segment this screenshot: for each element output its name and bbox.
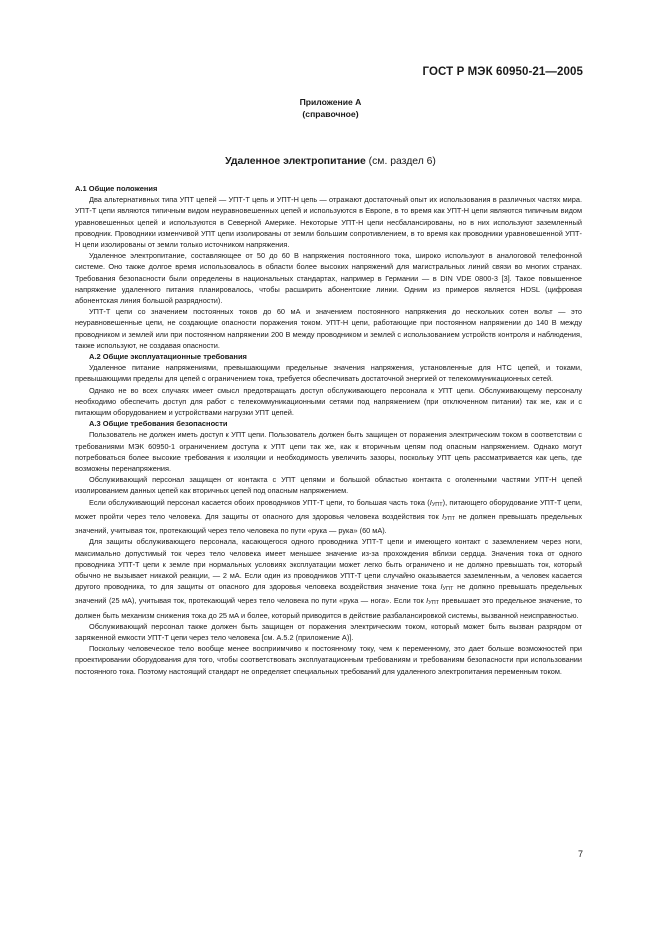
paragraph: Удаленное питание напряжениями, превышающими предельные значения напряжения, установленные для НТС цепей, и токами, превышающими пределы для цепей с ограничением тока, требуется обеспечивать достаточной энергией от телекоммуникационных сетей.	[75, 363, 582, 384]
paragraph: Если обслуживающий персонал касается обоих проводников УПТ-Т цепи, то большая часть тока (IУПТ), питающего оборудование УПТ-Т цепи, может пройти через тело человека. Для защиты от опасного для здоровья человека воздействия ток IУПТ не должен превышать предельных значений, учитывая ток, протекающий через тело человека по пути «рука — рука» (60 мА).	[75, 497, 582, 536]
paragraph: Обслуживающий персонал защищен от контакта с УПТ цепями и большой областью контакта с оголенными частями УПТ-Н цепей изолированием данных цепей как вторичных цепей под опасным напряжением.	[75, 475, 582, 496]
appendix-label: Приложение А	[299, 97, 362, 107]
annex-title-main: Удаленное электропитание	[225, 156, 366, 167]
appendix-kind: (справочное)	[302, 109, 359, 119]
paragraph: Удаленное электропитание, составляющее от 50 до 60 В напряжения постоянного тока, широко используют в аналоговой телефонной системе. Оно также долгое время использовалось в области более высоких напряжений для магистральных линий связи во многих странах. Требования безопасности были определены в национальных стандартах, например в Германии — в DIN VDE 0800-3 [3]. Такое повышенное напряжение удаленного питания планировалось, чтобы расширить абонентские линии. Одним из примеров является HDSL (цифровая абонентская линия большой разрядности).	[75, 251, 582, 306]
annex-title	[0, 156, 661, 167]
page-number: 7	[577, 849, 583, 859]
standard-header: ГОСТ Р МЭК 60950-21—2005	[422, 66, 583, 78]
section-heading: А.2 Общие эксплуатационные требования	[89, 352, 247, 362]
paragraph: УПТ-Т цепи со значением постоянных токов до 60 мА и значением постоянного напряжения до нескольких сотен вольт — это неуравновешенные цепи, не создающие опасности поражения током. УПТ-Н цепи, работающие при постоянном напряжении до 140 В между проводником и землей или при постоянном напряжении 200 В между проводником и землей с использованием устройств контроля и наблюдения, также используют, не создавая опасности.	[75, 307, 582, 350]
annex-title-ref: (см. раздел 6)	[365, 156, 436, 167]
section-heading: А.3 Общие требования безопасности	[89, 419, 228, 429]
paragraph: Два альтернативных типа УПТ цепей — УПТ-Т цепь и УПТ-Н цепь — отражают достаточный опыт их использования в различных частях мира. УПТ-Т цепи являются типичным видом неуравновешенных цепей и используются в Европе, в то время как УПТ-Н цепи являются типичным видом уравновешенных цепей и используются в Северной Америке. Некоторые УПТ-Н цепи несбалансированы, но в них используют заземленный проводник. Проводники изменчивой УПТ цепи изолированы от земли большим сопротивлением, в то время как проводники уравновешенной УПТ-Н цепи изолированы от земли только источником напряжения.	[75, 195, 582, 250]
paragraph: Для защиты обслуживающего персонала, касающегося одного проводника УПТ-Т цепи и имеющего контакт с заземлением через ноги, максимально допустимый ток через тело человека имеет меньшее значение из-за прохождения вблизи сердца. Значения тока от одного проводника УПТ-Т цепи к земле при нормальных условиях эксплуатации может легко быть ограничено и не должно превышать ток, который обычно не вызывает никакой реакции, — 2 мА. Если один из проводников УПТ-Т цепи случайно оказывается заземленным, а человек касается другого проводника, то для защиты от опасного для здоровья человека воздействия значение тока IУПТ не должно превышать предельных значений (25 мА), учитывая ток, протекающий через тело человека по пути «рука — нога». Если ток IУПТ превышает это предельное значение, то должен быть механизм снижения тока до 25 мА и более, который приводится в действие разбалансировкой системы, вызванной неисправностью.	[75, 537, 582, 620]
document-body	[75, 183, 582, 677]
paragraph: Поскольку человеческое тело вообще менее восприимчиво к постоянному току, чем к переменному, это дает больше возможностей при проектировании оборудования для того, чтобы соответствовать эксплуатационным требованиям и требованиям безопасности при использовании постоянного тока. Поэтому настоящий стандарт не определяет специальных требований для удаленного электропитания переменным током.	[75, 644, 582, 676]
paragraph: Однако не во всех случаях имеет смысл предотвращать доступ обслуживающего персонала к УПТ цепи. Обслуживающему персоналу необходимо обеспечить доступ для работ с телекоммуникационными сетями под напряжением (при отключенном питании) так же, как и с питающим оборудованием и устройствами нагрузки УПТ цепей.	[75, 385, 582, 418]
section-heading: А.1 Общие положения	[75, 184, 158, 193]
paragraph: Обслуживающий персонал также должен быть защищен от поражения электрическим током, который может быть вызван разрядом от заряженной емкости УПТ-Т цепи через тело человека [см. А.5.2 (приложение А)].	[75, 621, 582, 642]
paragraph: Пользователь не должен иметь доступ к УПТ цепи. Пользователь должен быть защищен от поражения электрическим током в соответствии с требованиями МЭК 60950-1 ограничением доступа к УПТ цепи так же, как к вторичным цепям под опасным напряжением. Однако могут потребоваться более высокие требования к изоляции и необходимость увеличить зазоры, поскольку УПТ цепь рассматривается как цепь, где возможны перенапряжения.	[75, 430, 582, 474]
